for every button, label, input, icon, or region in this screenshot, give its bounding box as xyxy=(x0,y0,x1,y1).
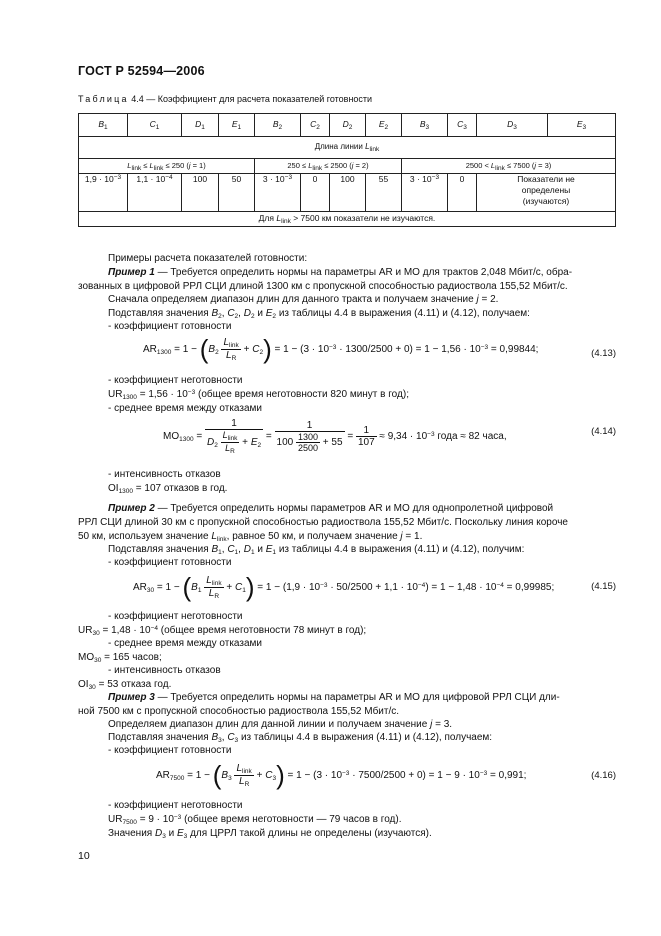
bullet-unreadiness-1: - коэффициент неготовности xyxy=(108,375,243,386)
range-row xyxy=(79,159,616,174)
example1-line2: зованных в цифровой РРЛ СЦИ длиной 1300 км с пропускной способностью радиоствола 155,52 Мбит/с. xyxy=(78,281,568,292)
oi1300-line: $OI_{1300} = 107$ отказов в год. xyxy=(108,483,228,495)
range-j2: $250 \le L_{link} \le 2500$ (j = 2) xyxy=(255,159,402,174)
eq-number-4-16: (4.16) xyxy=(591,770,616,781)
eq-number-4-14: (4.14) xyxy=(591,426,616,437)
col-d2: $D_2$ xyxy=(330,114,366,137)
document-header: ГОСТ Р 52594—2006 xyxy=(78,64,205,78)
val-e1: 50 xyxy=(219,174,255,212)
example2-line1 xyxy=(108,503,553,514)
table-header-row xyxy=(79,114,616,137)
eq-number-4-15: (4.15) xyxy=(591,581,616,592)
bullet-mo-2: - среднее время между отказами xyxy=(108,638,262,649)
col-d1: $D_1$ xyxy=(182,114,219,137)
example1-line4: Подставляя значения $B_2$, $C_2$, $D_2$ и $E_2$ из таблицы 4.4 в выражения (4.11) и (4.12), получаем: xyxy=(108,308,530,320)
example2-line3: 50 км, используем значение $L_{link}$, равное 50 км, и получаем значение j = 1. xyxy=(78,531,423,543)
mo30-line: $MO_{30} = 165$ часов; xyxy=(78,652,162,664)
val-b3: $3 \cdot 10^{-3}$ xyxy=(402,174,448,212)
col-d3: $D_3$ xyxy=(477,114,548,137)
oi30-line: $OI_{30} = 53$ отказа год. xyxy=(78,679,172,691)
example2-text: — Требуется определить нормы параметров AR и MO для однопролетной цифровой xyxy=(154,503,554,514)
page-number: 10 xyxy=(78,850,90,862)
col-e3: $E_3$ xyxy=(548,114,616,137)
col-c2: $C_2$ xyxy=(301,114,330,137)
intro-text: Примеры расчета показателей готовности: xyxy=(108,253,308,264)
eq-number-4-13: (4.13) xyxy=(591,348,616,359)
coefficient-table xyxy=(78,113,616,227)
footnote-row xyxy=(79,212,616,227)
bullet-oi-2: - интенсивность отказов xyxy=(108,665,221,676)
equation-4-13: $AR_{1300} = 1 - (B_2$ $\frac{L_{link}}{L_R}$ + $C_2) = 1 - (3 \cdot 10^{-3} \cdot 1300/2500 + 0) = 1 - 1,56 \cdot 10^{-3} = 0,99844$; xyxy=(143,334,539,364)
length-header-row xyxy=(79,137,616,159)
col-b1: $B_1$ xyxy=(79,114,128,137)
val-b2: $3 \cdot 10^{-3}$ xyxy=(255,174,301,212)
col-e2: $E_2$ xyxy=(366,114,402,137)
val-b1: $1,9 \cdot 10^{-3}$ xyxy=(79,174,128,212)
example2-title: Пример 2 xyxy=(108,503,155,514)
bullet-mo-1: - среднее время между отказами xyxy=(108,403,262,414)
example1-text: — Требуется определить нормы на параметры AR и MO для трактов 2,048 Мбит/с, обра- xyxy=(154,267,573,278)
bullet-readiness: - коэффициент готовности xyxy=(108,321,232,332)
val-e2: 55 xyxy=(366,174,402,212)
table-caption xyxy=(78,94,372,104)
val-c1: $1,1 \cdot 10^{-4}$ xyxy=(128,174,182,212)
range-j3: $2500 < L_{link} \le 7500$ (j = 3) xyxy=(402,159,616,174)
equation-4-16: $AR_{7500} = 1 - (B_3$ $\frac{L_{link}}{L_R}$ + $C_3) = 1 - (3 \cdot 10^{-3} \cdot 7500/2500 + 0) = 1 - 9 \cdot 10^{-3} = 0,991$; xyxy=(156,760,527,790)
values-row xyxy=(79,174,616,212)
example3-line2: ной 7500 км с пропускной способностью радиоствола 155,52 Мбит/с. xyxy=(78,706,400,717)
bullet-oi-1: - интенсивность отказов xyxy=(108,469,221,480)
eq415-result: = $1 - (1,9 \cdot 10^{-3} \cdot 50/2500 + 1,1 \cdot 10^{-4}) = 1 - 1,48 \cdot 10^{-4} = 0,99985$; xyxy=(257,582,555,594)
caption-prefix: Таблица xyxy=(78,94,129,104)
example3-title: Пример 3 xyxy=(108,692,155,703)
final-note: Значения $D_3$ и $E_3$ для ЦРРЛ такой длины не определены (изучаются). xyxy=(108,828,432,840)
bullet-unreadiness-3: - коэффициент неготовности xyxy=(108,800,243,811)
example3-line3: Определяем диапазон длин для данной линии и получаем значение j = 3. xyxy=(108,719,453,730)
equation-4-14: $MO_{1300}$ = 1 $D_2$ $\frac{L_{link}}{L_R}$ + $E_2$ = 1 100 $\frac{1300}{2500}$ + 55 = $\frac{1}{107}$ ≈ $9,34 \cdot 10^{-3}$ года ≈ 82 часа, xyxy=(163,418,507,455)
example1-title: Пример 1 xyxy=(108,267,155,278)
val-c3: 0 xyxy=(448,174,477,212)
equation-4-15: $AR_{30} = 1 - (B_1$ $\frac{L_{link}}{L_R}$ + $C_1) = 1 - (1,9 \cdot 10^{-3} \cdot 50/2500 + 1,1 \cdot 10^{-4}) = 1 - 1,48 \cdot 10^{-4} = 0,99985$; xyxy=(133,572,555,602)
table-footnote: Для $L_{link} > 7500$ км показатели не изучаются. xyxy=(79,212,616,227)
bullet-readiness-2: - коэффициент готовности xyxy=(108,557,232,568)
example3-line4: Подставляя значения $B_3$, $C_3$ из таблицы 4.4 в выражения (4.11) и (4.12), получаем: xyxy=(108,732,493,744)
eq416-result: = $1 - (3 \cdot 10^{-3} \cdot 7500/2500 + 0) = 1 - 9 \cdot 10^{-3} = 0,991$; xyxy=(287,770,527,782)
col-e1: $E_1$ xyxy=(219,114,255,137)
example3-line1 xyxy=(108,692,560,703)
caption-text: 4.4 — Коэффициент для расчета показателей готовности xyxy=(128,94,373,104)
bullet-unreadiness-2: - коэффициент неготовности xyxy=(108,611,243,622)
val-d2: 100 xyxy=(330,174,366,212)
val-d1: 100 xyxy=(182,174,219,212)
example2-line4: Подставляя значения $B_1$, $C_1$, $D_1$ и $E_1$ из таблицы 4.4 в выражения (4.11) и (4.12), получим: xyxy=(108,544,525,556)
col-c3: $C_3$ xyxy=(448,114,477,137)
length-header: Длина линии $L_{link}$ xyxy=(79,137,616,159)
eq414-result: $9,34 \cdot 10^{-3}$ года ≈ 82 часа, xyxy=(387,431,507,443)
col-b2: $B_2$ xyxy=(255,114,301,137)
ur7500-line: $UR_{7500} = 9 \cdot 10^{-3}$ (общее время неготовности — 79 часов в год). xyxy=(108,814,402,826)
example3-text: — Требуется определить нормы на параметры AR и MO для цифровой РРЛ СЦИ дли- xyxy=(154,692,560,703)
val-d3-e3: Показатели не определены (изучаются) xyxy=(477,174,616,212)
eq413-result: = $1 - (3 \cdot 10^{-3} \cdot 1300/2500 + 0) = 1 - 1,56 \cdot 10^{-3} = 0,99844$; xyxy=(274,344,539,356)
col-c1: $C_1$ xyxy=(128,114,182,137)
range-j1: $L_{link} \le L_{link} \le 250$ (j = 1) xyxy=(79,159,255,174)
example1-line3: Сначала определяем диапазон длин для данного тракта и получаем значение j = 2. xyxy=(108,294,499,305)
example1-line1 xyxy=(108,267,572,278)
ur1300-line: $UR_{1300} = 1,56 \cdot 10^{-3}$ (общее время неготовности 820 минут в год); xyxy=(108,389,409,401)
val-c2: 0 xyxy=(301,174,330,212)
col-b3: $B_3$ xyxy=(402,114,448,137)
ur30-line: $UR_{30} = 1,48 \cdot 10^{-4}$ (общее время неготовности 78 минут в год); xyxy=(78,625,367,637)
bullet-readiness-3: - коэффициент готовности xyxy=(108,745,232,756)
example2-line2: РРЛ СЦИ длиной 30 км с пропускной способностью радиоствола 155,52 Мбит/с. Поскольку линия короче xyxy=(78,517,568,528)
